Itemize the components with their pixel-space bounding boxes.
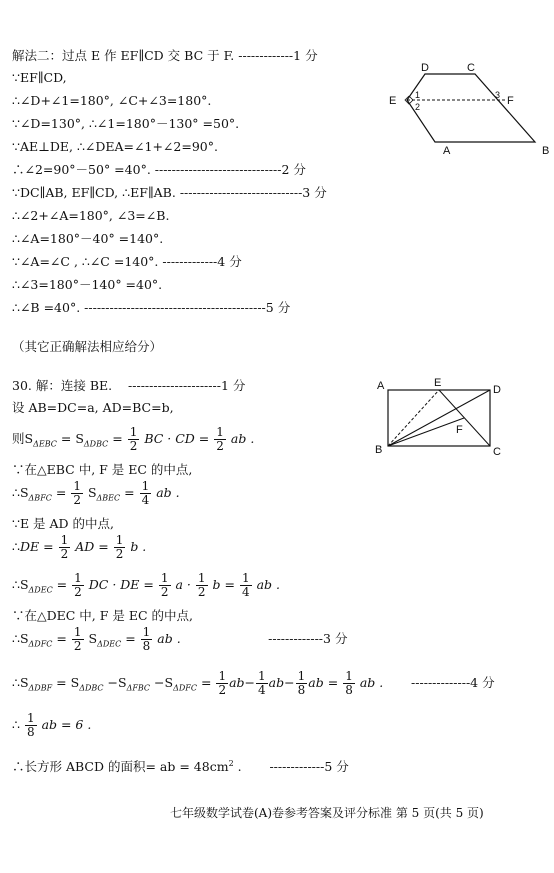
- solution2-line3: ∴∠D+∠1=180°, ∠C+∠3=180°.: [12, 93, 212, 108]
- angle-2: 2: [415, 102, 421, 112]
- scoring-note: （其它正确解法相应给分）: [12, 339, 163, 354]
- p30-final: ∴长方形 ABCD 的面积= ab = $48cm^2$ . -------------5 分: [12, 759, 349, 775]
- angle-3: 3: [495, 90, 501, 100]
- p30-area-dfc: $\therefore S_{\Delta DFC}$ = $\frac{1}{2}$ $S_{\Delta DEC}$ = $\frac{1}{8}$ ab . -------------3 分: [12, 625, 348, 653]
- label-F: F: [456, 424, 463, 436]
- p30-line6: ∵E 是 AD 的中点,: [12, 516, 115, 531]
- angle-1: 1: [415, 90, 421, 100]
- solution2-line10: ∵∠A=∠C , ∴∠C =140°. -------------4 分: [12, 254, 242, 269]
- label-C: C: [467, 62, 475, 74]
- label-D: D: [421, 62, 429, 74]
- solution2-line12: ∴∠B =40°. -------------------------------------------5 分: [12, 300, 291, 315]
- solution2-line6: ∴∠2=90°－50° =40°. ------------------------------2 分: [12, 162, 306, 177]
- p30-line9: ∵在△DEC 中, F 是 EC 的中点,: [12, 608, 194, 623]
- solution2-line9: ∴∠A=180°－40° =140°.: [12, 231, 164, 246]
- label-F: F: [507, 95, 514, 107]
- label-E: E: [434, 377, 442, 389]
- rectangle-figure: [372, 375, 512, 465]
- label-A: A: [377, 380, 385, 392]
- label-E: E: [389, 95, 397, 107]
- p30-line4: ∵在△EBC 中, F 是 EC 的中点,: [12, 462, 193, 477]
- p30-line1: 30. 解：连接 BE. ----------------------1 分: [12, 378, 246, 393]
- p30-eighth-ab: ∴ $\frac{1}{8}$ ab = 6 .: [12, 711, 92, 739]
- label-B: B: [542, 145, 550, 157]
- label-A: A: [443, 145, 451, 157]
- page-footer: 七年级数学试卷(A)卷参考答案及评分标准 第 5 页(共 5 页): [170, 806, 484, 820]
- solution2-line8: ∴∠2+∠A=180°, ∠3=∠B.: [12, 208, 170, 223]
- solution2-line4: ∵∠D=130°, ∴∠1=180°－130° =50°.: [12, 116, 240, 131]
- p30-de: ∴DE = $\frac{1}{2}$ AD = $\frac{1}{2}$ b .: [12, 533, 147, 561]
- label-D: D: [493, 384, 501, 396]
- solution2-line11: ∴∠3=180°－140° =40°.: [12, 277, 163, 292]
- p30-area-dbf: $\therefore S_{\Delta DBF} = S_{\Delta DBC} -S_{\Delta FBC} -S_{\Delta DFC}$ = $\frac{1}{2}$ ab− $\frac{1}{4}$ ab− $\frac{1}{8}$ ab = $\frac{1}{8}$ ab . --------------4 分: [12, 669, 495, 697]
- p30-area-ebc: 则$S_{\Delta EBC} = S_{\Delta DBC}$ = $\frac{1}{2}$ BC · CD = $\frac{1}{2}$ ab .: [12, 425, 255, 453]
- p30-area-bfc: $\therefore S_{\Delta BFC}$ = $\frac{1}{2}$ $S_{\Delta BEC}$ = $\frac{1}{4}$ ab .: [12, 479, 180, 507]
- solution2-line5: ∵AE⊥DE, ∴∠DEA=∠1+∠2=90°.: [12, 139, 218, 154]
- label-C: C: [493, 446, 501, 458]
- label-B: B: [375, 444, 383, 456]
- solution2-line7: ∵DC∥AB, EF∥CD, ∴EF∥AB. -----------------------------3 分: [12, 185, 327, 200]
- trapezoid-figure: [385, 58, 553, 158]
- p30-line2: 设 AB=DC=a, AD=BC=b,: [12, 400, 174, 415]
- solution2-line1: 解法二：过点 E 作 EF∥CD 交 BC 于 F. -------------1 分: [12, 48, 318, 63]
- solution2-line2: ∵EF∥CD,: [12, 70, 67, 85]
- p30-area-dec: $\therefore S_{\Delta DEC}$ = $\frac{1}{2}$ DC · DE = $\frac{1}{2}$ a · $\frac{1}{2}$ b = $\frac{1}{4}$ ab .: [12, 571, 281, 599]
